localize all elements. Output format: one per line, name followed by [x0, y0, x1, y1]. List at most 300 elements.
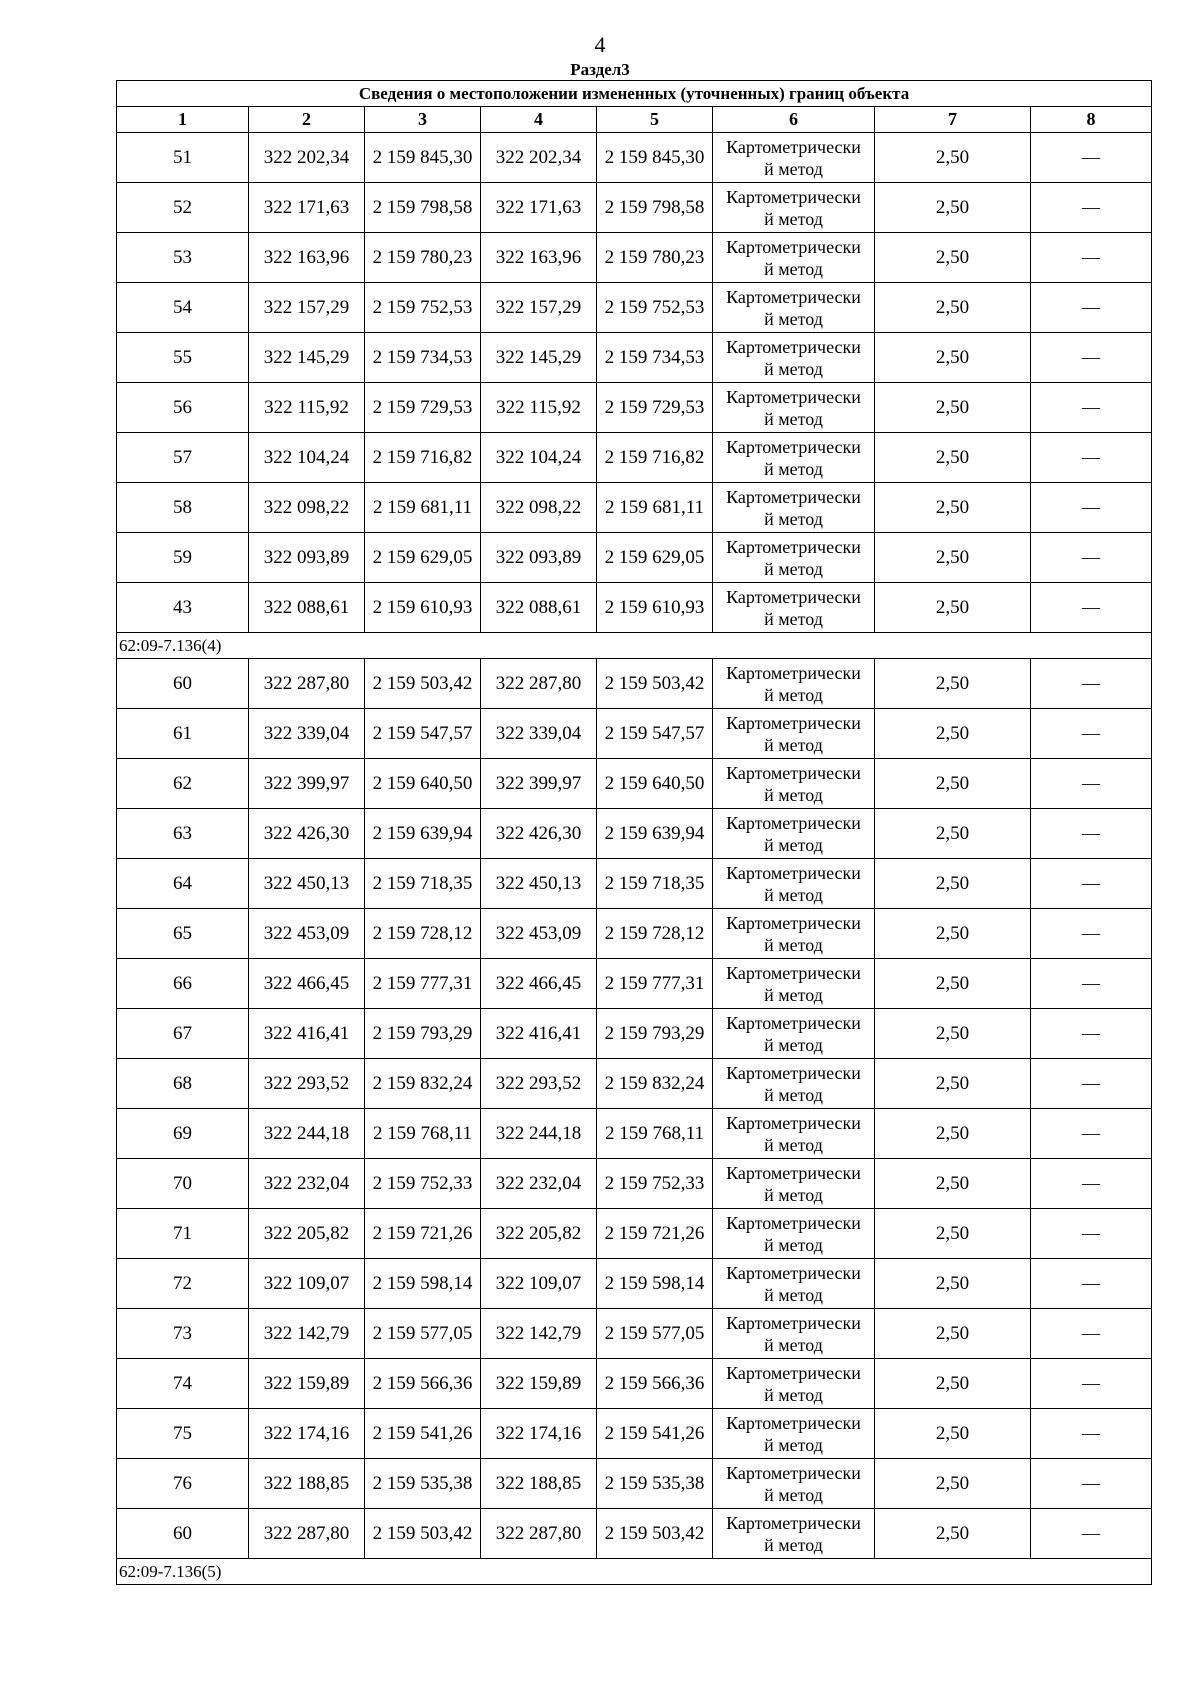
precision-cell: 2,50: [875, 1209, 1031, 1259]
method-text-line: Картометрически: [726, 912, 861, 933]
x-coordinate-cell: 322 157,29: [481, 283, 597, 333]
table-row: [117, 1209, 1152, 1259]
precision-cell: 2,50: [875, 333, 1031, 383]
point-number-cell: 66: [117, 959, 249, 1009]
x-coordinate-cell: 322 232,04: [481, 1159, 597, 1209]
x-coordinate-cell: 322 145,29: [481, 333, 597, 383]
precision-cell: 2,50: [875, 859, 1031, 909]
group-label-row: [117, 633, 1152, 659]
x-coordinate-cell: 322 088,61: [481, 583, 597, 633]
x-coordinate-cell: 322 115,92: [249, 383, 365, 433]
method-cell: [713, 1409, 875, 1459]
method-cell: [713, 433, 875, 483]
method-text-line: Картометрически: [726, 962, 861, 983]
method-text-line: Картометрически: [726, 186, 861, 207]
y-coordinate-cell: 2 159 577,05: [365, 1309, 481, 1359]
method-text-line: й метод: [764, 208, 823, 229]
method-text-line: й метод: [764, 984, 823, 1005]
point-number-cell: 60: [117, 1509, 249, 1559]
table-row: [117, 183, 1152, 233]
empty-mark-cell: —: [1031, 1509, 1152, 1559]
column-header: 1: [117, 107, 249, 133]
precision-cell: 2,50: [875, 1409, 1031, 1459]
empty-mark-cell: —: [1031, 233, 1152, 283]
x-coordinate-cell: 322 104,24: [249, 433, 365, 483]
y-coordinate-cell: 2 159 729,53: [365, 383, 481, 433]
method-cell: [713, 133, 875, 183]
empty-mark-cell: —: [1031, 1459, 1152, 1509]
precision-cell: 2,50: [875, 659, 1031, 709]
method-cell: [713, 1209, 875, 1259]
x-coordinate-cell: 322 163,96: [481, 233, 597, 283]
y-coordinate-cell: 2 159 535,38: [597, 1459, 713, 1509]
point-number-cell: 67: [117, 1009, 249, 1059]
empty-mark-cell: —: [1031, 533, 1152, 583]
empty-mark-cell: —: [1031, 1209, 1152, 1259]
method-text-line: Картометрически: [726, 812, 861, 833]
x-coordinate-cell: 322 159,89: [481, 1359, 597, 1409]
precision-cell: 2,50: [875, 1009, 1031, 1059]
method-text-line: й метод: [764, 1284, 823, 1305]
method-text-line: Картометрически: [726, 236, 861, 257]
x-coordinate-cell: 322 163,96: [249, 233, 365, 283]
x-coordinate-cell: 322 188,85: [249, 1459, 365, 1509]
table-body: [117, 133, 1152, 1585]
column-header: 8: [1031, 107, 1152, 133]
x-coordinate-cell: 322 171,63: [249, 183, 365, 233]
method-text-line: Картометрически: [726, 712, 861, 733]
y-coordinate-cell: 2 159 718,35: [365, 859, 481, 909]
point-number-cell: 57: [117, 433, 249, 483]
method-text-line: й метод: [764, 1434, 823, 1455]
point-number-cell: 75: [117, 1409, 249, 1459]
method-text-line: Картометрически: [726, 586, 861, 607]
empty-mark-cell: —: [1031, 809, 1152, 859]
precision-cell: 2,50: [875, 433, 1031, 483]
x-coordinate-cell: 322 142,79: [481, 1309, 597, 1359]
x-coordinate-cell: 322 104,24: [481, 433, 597, 483]
method-cell: [713, 1059, 875, 1109]
method-cell: [713, 1009, 875, 1059]
y-coordinate-cell: 2 159 793,29: [365, 1009, 481, 1059]
x-coordinate-cell: 322 145,29: [249, 333, 365, 383]
method-text-line: Картометрически: [726, 386, 861, 407]
y-coordinate-cell: 2 159 832,24: [365, 1059, 481, 1109]
table-row: [117, 759, 1152, 809]
y-coordinate-cell: 2 159 640,50: [365, 759, 481, 809]
table-row: [117, 1509, 1152, 1559]
x-coordinate-cell: 322 109,07: [249, 1259, 365, 1309]
group-label-row: [117, 1559, 1152, 1585]
x-coordinate-cell: 322 174,16: [481, 1409, 597, 1459]
x-coordinate-cell: 322 205,82: [481, 1209, 597, 1259]
y-coordinate-cell: 2 159 541,26: [597, 1409, 713, 1459]
x-coordinate-cell: 322 416,41: [481, 1009, 597, 1059]
method-text-line: Картометрически: [726, 336, 861, 357]
x-coordinate-cell: 322 244,18: [481, 1109, 597, 1159]
method-cell: [713, 1259, 875, 1309]
precision-cell: 2,50: [875, 283, 1031, 333]
y-coordinate-cell: 2 159 547,57: [365, 709, 481, 759]
table-row: [117, 1259, 1152, 1309]
method-text-line: й метод: [764, 734, 823, 755]
y-coordinate-cell: 2 159 845,30: [597, 133, 713, 183]
empty-mark-cell: —: [1031, 1309, 1152, 1359]
precision-cell: 2,50: [875, 383, 1031, 433]
method-text-line: й метод: [764, 558, 823, 579]
method-text-line: й метод: [764, 158, 823, 179]
method-text-line: Картометрически: [726, 1412, 861, 1433]
method-text-line: й метод: [764, 258, 823, 279]
y-coordinate-cell: 2 159 681,11: [597, 483, 713, 533]
x-coordinate-cell: 322 466,45: [481, 959, 597, 1009]
y-coordinate-cell: 2 159 777,31: [365, 959, 481, 1009]
method-text-line: Картометрически: [726, 762, 861, 783]
method-cell: [713, 859, 875, 909]
point-number-cell: 65: [117, 909, 249, 959]
y-coordinate-cell: 2 159 639,94: [597, 809, 713, 859]
table-row: [117, 283, 1152, 333]
table-row: [117, 1159, 1152, 1209]
page-number: 4: [594, 32, 606, 57]
y-coordinate-cell: 2 159 728,12: [365, 909, 481, 959]
point-number-cell: 74: [117, 1359, 249, 1409]
precision-cell: 2,50: [875, 1159, 1031, 1209]
method-text-line: й метод: [764, 358, 823, 379]
method-text-line: Картометрически: [726, 436, 861, 457]
y-coordinate-cell: 2 159 734,53: [365, 333, 481, 383]
precision-cell: 2,50: [875, 133, 1031, 183]
y-coordinate-cell: 2 159 768,11: [365, 1109, 481, 1159]
y-coordinate-cell: 2 159 793,29: [597, 1009, 713, 1059]
table-row: [117, 1009, 1152, 1059]
method-text-line: й метод: [764, 308, 823, 329]
empty-mark-cell: —: [1031, 1109, 1152, 1159]
y-coordinate-cell: 2 159 547,57: [597, 709, 713, 759]
y-coordinate-cell: 2 159 566,36: [365, 1359, 481, 1409]
point-number-cell: 52: [117, 183, 249, 233]
y-coordinate-cell: 2 159 598,14: [365, 1259, 481, 1309]
method-text-line: Картометрически: [726, 1212, 861, 1233]
point-number-cell: 70: [117, 1159, 249, 1209]
method-cell: [713, 659, 875, 709]
x-coordinate-cell: 322 287,80: [249, 1509, 365, 1559]
empty-mark-cell: —: [1031, 1359, 1152, 1409]
method-text-line: Картометрически: [726, 1012, 861, 1033]
empty-mark-cell: —: [1031, 909, 1152, 959]
x-coordinate-cell: 322 339,04: [249, 709, 365, 759]
x-coordinate-cell: 322 466,45: [249, 959, 365, 1009]
y-coordinate-cell: 2 159 752,53: [597, 283, 713, 333]
method-text-line: й метод: [764, 1084, 823, 1105]
method-cell: [713, 1459, 875, 1509]
point-number-cell: 59: [117, 533, 249, 583]
table-row: [117, 709, 1152, 759]
table-row: [117, 233, 1152, 283]
y-coordinate-cell: 2 159 780,23: [597, 233, 713, 283]
method-cell: [713, 809, 875, 859]
method-cell: [713, 1109, 875, 1159]
empty-mark-cell: —: [1031, 859, 1152, 909]
point-number-cell: 54: [117, 283, 249, 333]
point-number-cell: 73: [117, 1309, 249, 1359]
point-number-cell: 68: [117, 1059, 249, 1109]
method-text-line: Картометрически: [726, 1062, 861, 1083]
coordinates-table: [116, 80, 1152, 1585]
empty-mark-cell: —: [1031, 583, 1152, 633]
table-row: [117, 1309, 1152, 1359]
point-number-cell: 56: [117, 383, 249, 433]
precision-cell: 2,50: [875, 759, 1031, 809]
point-number-cell: 71: [117, 1209, 249, 1259]
method-text-line: Картометрически: [726, 286, 861, 307]
empty-mark-cell: —: [1031, 1259, 1152, 1309]
precision-cell: 2,50: [875, 1509, 1031, 1559]
method-text-line: й метод: [764, 1234, 823, 1255]
x-coordinate-cell: 322 287,80: [249, 659, 365, 709]
table-row: [117, 859, 1152, 909]
method-text-line: Картометрически: [726, 1462, 861, 1483]
method-text-line: й метод: [764, 1384, 823, 1405]
x-coordinate-cell: 322 098,22: [249, 483, 365, 533]
method-cell: [713, 759, 875, 809]
table-row: [117, 1359, 1152, 1409]
x-coordinate-cell: 322 339,04: [481, 709, 597, 759]
y-coordinate-cell: 2 159 798,58: [365, 183, 481, 233]
x-coordinate-cell: 322 450,13: [249, 859, 365, 909]
x-coordinate-cell: 322 287,80: [481, 659, 597, 709]
table-row: [117, 533, 1152, 583]
x-coordinate-cell: 322 171,63: [481, 183, 597, 233]
table-row: [117, 133, 1152, 183]
method-cell: [713, 909, 875, 959]
empty-mark-cell: —: [1031, 383, 1152, 433]
method-cell: [713, 1309, 875, 1359]
method-cell: [713, 709, 875, 759]
point-number-cell: 64: [117, 859, 249, 909]
y-coordinate-cell: 2 159 639,94: [365, 809, 481, 859]
y-coordinate-cell: 2 159 832,24: [597, 1059, 713, 1109]
table-row: [117, 909, 1152, 959]
x-coordinate-cell: 322 293,52: [481, 1059, 597, 1109]
y-coordinate-cell: 2 159 598,14: [597, 1259, 713, 1309]
column-header: 7: [875, 107, 1031, 133]
x-coordinate-cell: 322 426,30: [249, 809, 365, 859]
empty-mark-cell: —: [1031, 483, 1152, 533]
x-coordinate-cell: 322 088,61: [249, 583, 365, 633]
table-row: [117, 1109, 1152, 1159]
method-text-line: й метод: [764, 1484, 823, 1505]
point-number-cell: 76: [117, 1459, 249, 1509]
method-cell: [713, 183, 875, 233]
point-number-cell: 72: [117, 1259, 249, 1309]
method-text-line: Картометрически: [726, 536, 861, 557]
table-row: [117, 1409, 1152, 1459]
y-coordinate-cell: 2 159 610,93: [597, 583, 713, 633]
method-text-line: Картометрически: [726, 662, 861, 683]
table-row: [117, 383, 1152, 433]
empty-mark-cell: —: [1031, 183, 1152, 233]
method-text-line: й метод: [764, 934, 823, 955]
table-row: [117, 583, 1152, 633]
method-text-line: й метод: [764, 1134, 823, 1155]
y-coordinate-cell: 2 159 716,82: [597, 433, 713, 483]
y-coordinate-cell: 2 159 577,05: [597, 1309, 713, 1359]
table-row: [117, 1459, 1152, 1509]
table-row: [117, 483, 1152, 533]
section-title: Раздел3: [570, 60, 630, 79]
x-coordinate-cell: 322 232,04: [249, 1159, 365, 1209]
precision-cell: 2,50: [875, 1459, 1031, 1509]
y-coordinate-cell: 2 159 640,50: [597, 759, 713, 809]
point-number-cell: 62: [117, 759, 249, 809]
y-coordinate-cell: 2 159 535,38: [365, 1459, 481, 1509]
x-coordinate-cell: 322 287,80: [481, 1509, 597, 1559]
x-coordinate-cell: 322 453,09: [481, 909, 597, 959]
empty-mark-cell: —: [1031, 709, 1152, 759]
precision-cell: 2,50: [875, 533, 1031, 583]
column-header: 2: [249, 107, 365, 133]
x-coordinate-cell: 322 098,22: [481, 483, 597, 533]
column-header: 4: [481, 107, 597, 133]
x-coordinate-cell: 322 093,89: [481, 533, 597, 583]
point-number-cell: 55: [117, 333, 249, 383]
y-coordinate-cell: 2 159 752,33: [597, 1159, 713, 1209]
x-coordinate-cell: 322 244,18: [249, 1109, 365, 1159]
y-coordinate-cell: 2 159 629,05: [365, 533, 481, 583]
empty-mark-cell: —: [1031, 1059, 1152, 1109]
method-text-line: Картометрически: [726, 1112, 861, 1133]
method-text-line: й метод: [764, 834, 823, 855]
method-text-line: й метод: [764, 1034, 823, 1055]
x-coordinate-cell: 322 399,97: [481, 759, 597, 809]
table-row: [117, 809, 1152, 859]
y-coordinate-cell: 2 159 798,58: [597, 183, 713, 233]
x-coordinate-cell: 322 093,89: [249, 533, 365, 583]
empty-mark-cell: —: [1031, 283, 1152, 333]
y-coordinate-cell: 2 159 734,53: [597, 333, 713, 383]
method-cell: [713, 533, 875, 583]
method-cell: [713, 959, 875, 1009]
x-coordinate-cell: 322 157,29: [249, 283, 365, 333]
table-row: [117, 333, 1152, 383]
x-coordinate-cell: 322 399,97: [249, 759, 365, 809]
x-coordinate-cell: 322 205,82: [249, 1209, 365, 1259]
method-text-line: Картометрически: [726, 1262, 861, 1283]
x-coordinate-cell: 322 450,13: [481, 859, 597, 909]
precision-cell: 2,50: [875, 1259, 1031, 1309]
method-cell: [713, 283, 875, 333]
empty-mark-cell: —: [1031, 1409, 1152, 1459]
y-coordinate-cell: 2 159 721,26: [365, 1209, 481, 1259]
precision-cell: 2,50: [875, 483, 1031, 533]
x-coordinate-cell: 322 202,34: [249, 133, 365, 183]
method-text-line: Картометрически: [726, 1362, 861, 1383]
column-number-row: [117, 107, 1152, 133]
precision-cell: 2,50: [875, 1059, 1031, 1109]
table-row: [117, 959, 1152, 1009]
x-coordinate-cell: 322 293,52: [249, 1059, 365, 1109]
y-coordinate-cell: 2 159 610,93: [365, 583, 481, 633]
table-row: [117, 433, 1152, 483]
x-coordinate-cell: 322 188,85: [481, 1459, 597, 1509]
method-cell: [713, 333, 875, 383]
y-coordinate-cell: 2 159 503,42: [365, 1509, 481, 1559]
column-header: 3: [365, 107, 481, 133]
x-coordinate-cell: 322 159,89: [249, 1359, 365, 1409]
precision-cell: 2,50: [875, 809, 1031, 859]
empty-mark-cell: —: [1031, 333, 1152, 383]
x-coordinate-cell: 322 202,34: [481, 133, 597, 183]
x-coordinate-cell: 322 453,09: [249, 909, 365, 959]
method-cell: [713, 1509, 875, 1559]
y-coordinate-cell: 2 159 718,35: [597, 859, 713, 909]
table-row: [117, 659, 1152, 709]
precision-cell: 2,50: [875, 709, 1031, 759]
y-coordinate-cell: 2 159 681,11: [365, 483, 481, 533]
precision-cell: 2,50: [875, 1309, 1031, 1359]
method-cell: [713, 1159, 875, 1209]
x-coordinate-cell: 322 115,92: [481, 383, 597, 433]
empty-mark-cell: —: [1031, 133, 1152, 183]
group-label: 62:09-7.136(4): [117, 633, 1152, 659]
method-text-line: й метод: [764, 1334, 823, 1355]
method-text-line: й метод: [764, 608, 823, 629]
x-coordinate-cell: 322 109,07: [481, 1259, 597, 1309]
point-number-cell: 51: [117, 133, 249, 183]
method-cell: [713, 483, 875, 533]
y-coordinate-cell: 2 159 503,42: [597, 1509, 713, 1559]
group-label: 62:09-7.136(5): [117, 1559, 1152, 1585]
empty-mark-cell: —: [1031, 759, 1152, 809]
y-coordinate-cell: 2 159 503,42: [365, 659, 481, 709]
precision-cell: 2,50: [875, 909, 1031, 959]
precision-cell: 2,50: [875, 959, 1031, 1009]
method-cell: [713, 583, 875, 633]
y-coordinate-cell: 2 159 503,42: [597, 659, 713, 709]
precision-cell: 2,50: [875, 183, 1031, 233]
table-row: [117, 1059, 1152, 1109]
y-coordinate-cell: 2 159 845,30: [365, 133, 481, 183]
method-text-line: Картометрически: [726, 486, 861, 507]
method-text-line: Картометрически: [726, 136, 861, 157]
column-header: 6: [713, 107, 875, 133]
y-coordinate-cell: 2 159 768,11: [597, 1109, 713, 1159]
method-text-line: й метод: [764, 1534, 823, 1555]
y-coordinate-cell: 2 159 752,53: [365, 283, 481, 333]
point-number-cell: 53: [117, 233, 249, 283]
empty-mark-cell: —: [1031, 433, 1152, 483]
empty-mark-cell: —: [1031, 959, 1152, 1009]
y-coordinate-cell: 2 159 541,26: [365, 1409, 481, 1459]
method-cell: [713, 233, 875, 283]
y-coordinate-cell: 2 159 629,05: [597, 533, 713, 583]
method-text-line: й метод: [764, 508, 823, 529]
method-cell: [713, 383, 875, 433]
method-text-line: й метод: [764, 684, 823, 705]
point-number-cell: 60: [117, 659, 249, 709]
point-number-cell: 63: [117, 809, 249, 859]
method-text-line: й метод: [764, 1184, 823, 1205]
method-text-line: й метод: [764, 408, 823, 429]
empty-mark-cell: —: [1031, 659, 1152, 709]
y-coordinate-cell: 2 159 780,23: [365, 233, 481, 283]
method-text-line: й метод: [764, 784, 823, 805]
x-coordinate-cell: 322 174,16: [249, 1409, 365, 1459]
point-number-cell: 58: [117, 483, 249, 533]
x-coordinate-cell: 322 426,30: [481, 809, 597, 859]
empty-mark-cell: —: [1031, 1009, 1152, 1059]
